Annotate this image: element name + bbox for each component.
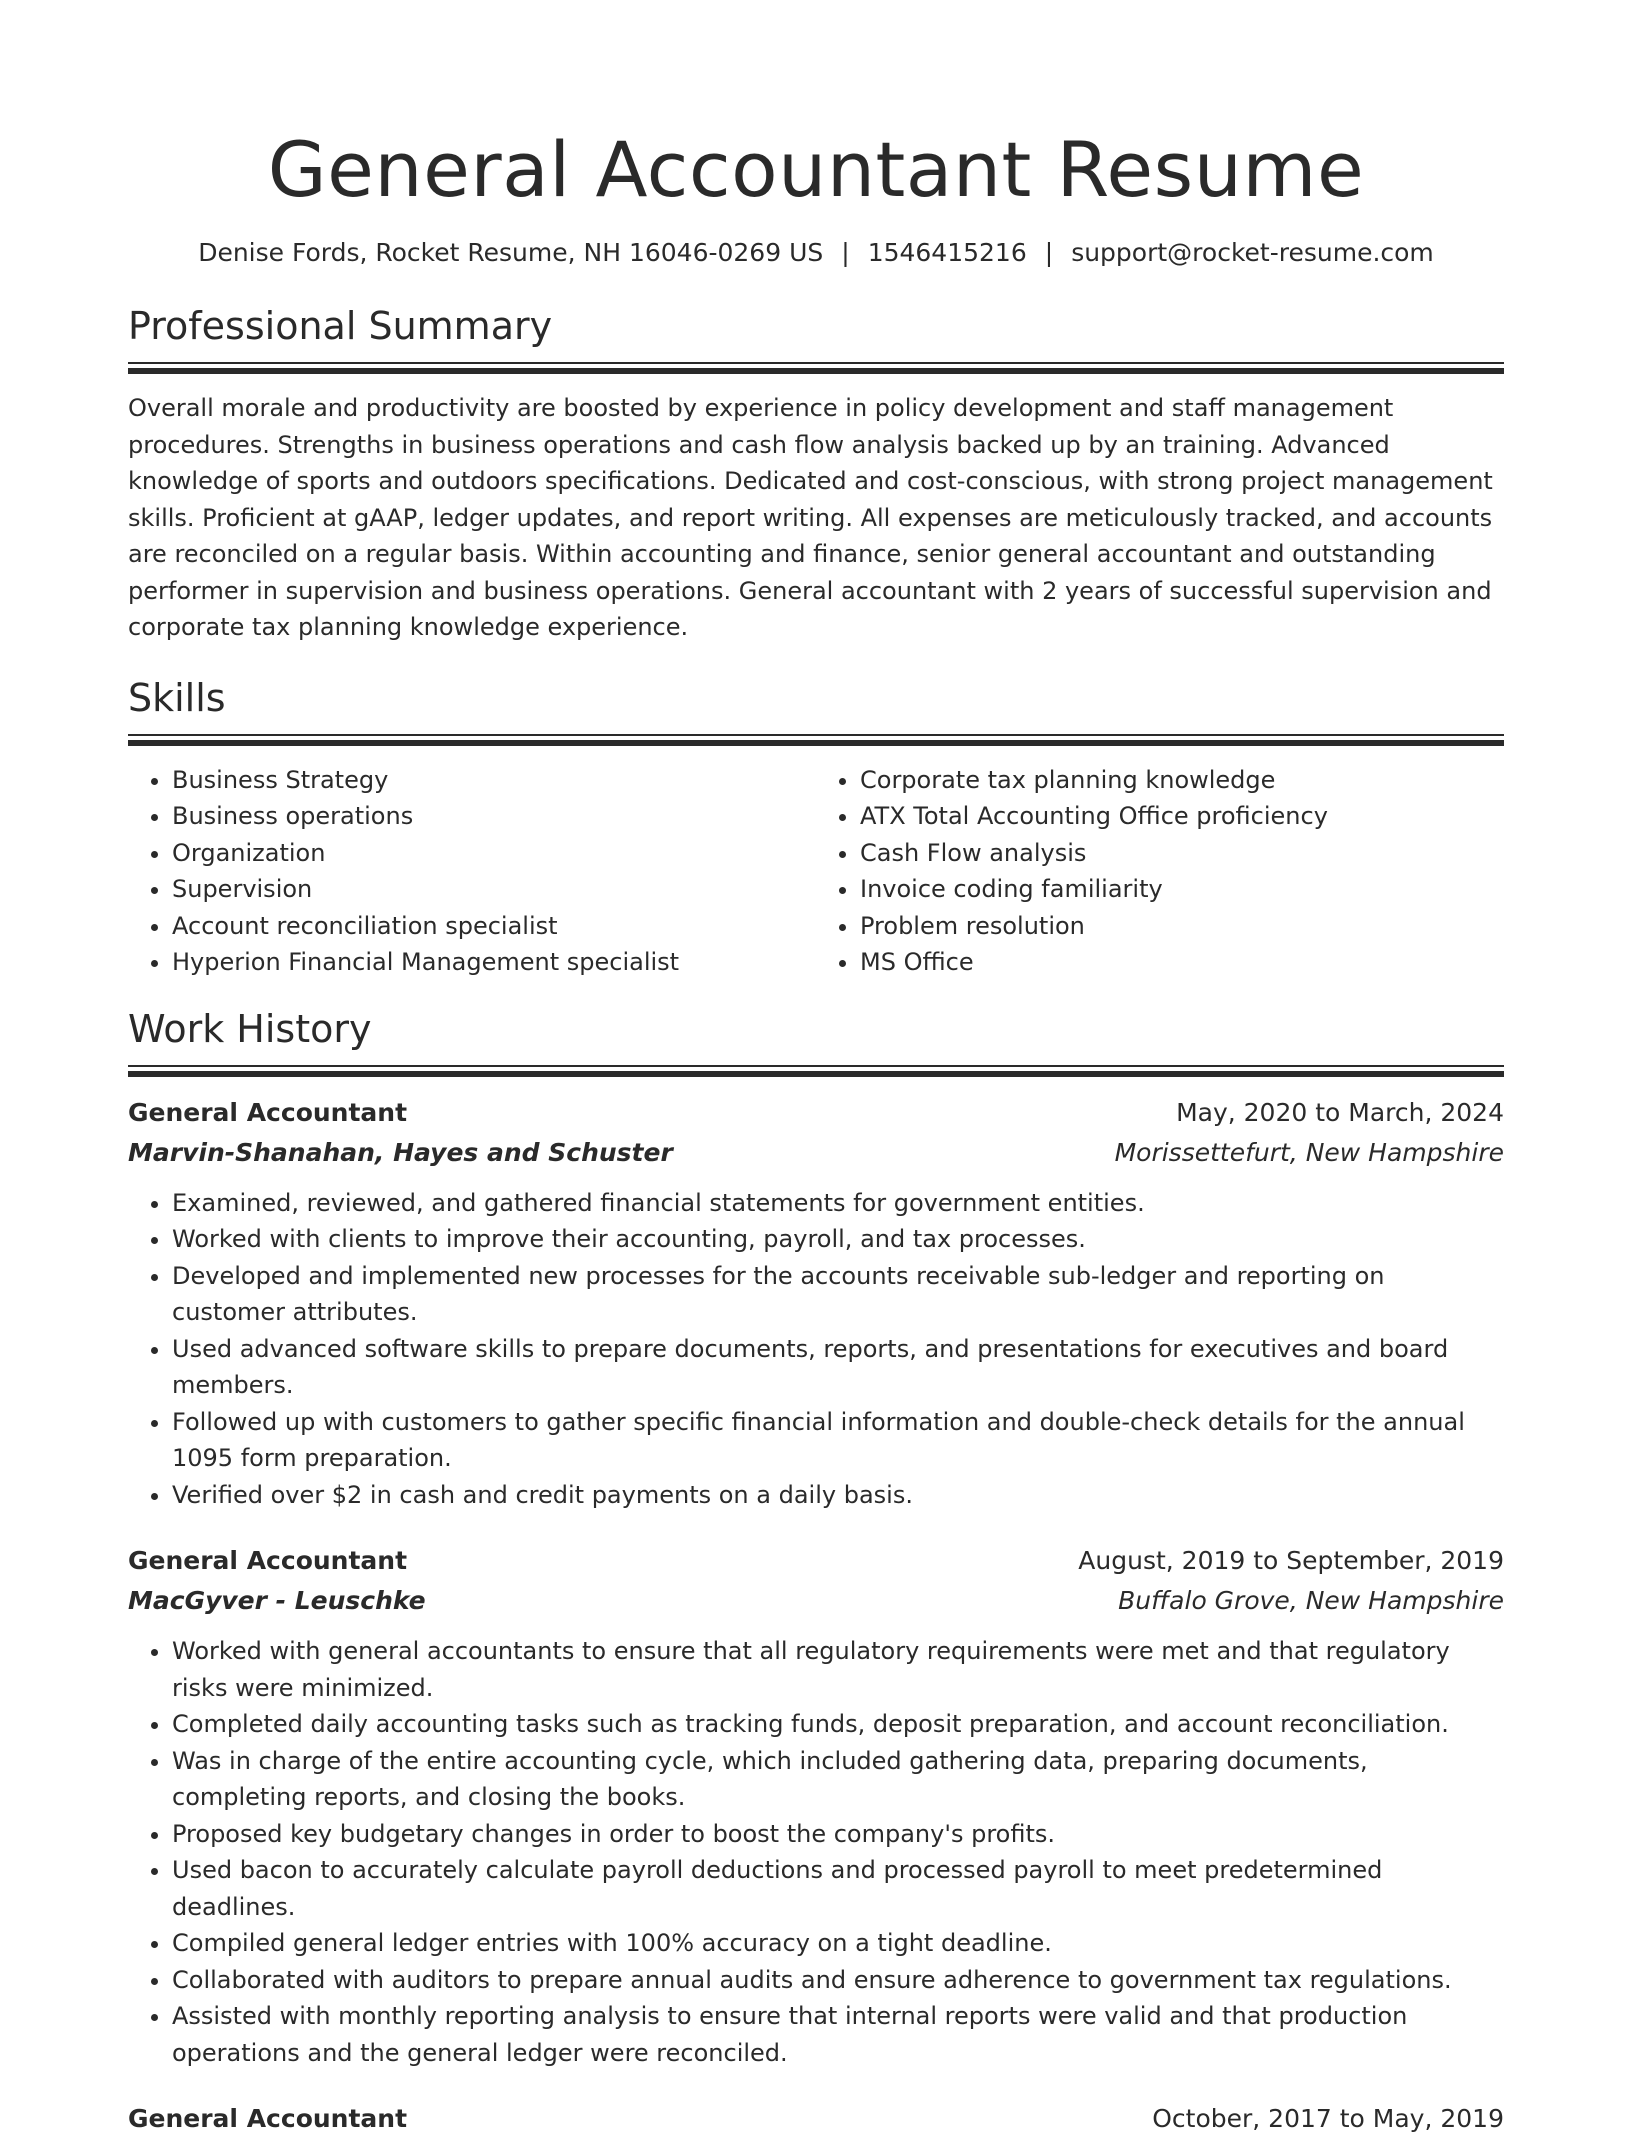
job-bullet: • Assisted with monthly reporting analysis to ensure that internal reports were valid and that production operations and the general ledger were reconciled. [172, 1998, 1504, 2071]
skills-left-list [128, 762, 816, 981]
contact-separator: | [823, 238, 867, 267]
job-bullet: • Collaborated with auditors to prepare annual audits and ensure adherence to government tax regulations. [172, 1962, 1504, 1999]
job-bullet: • Proposed key budgetary changes in order to boost the company's profits. [172, 1816, 1504, 1853]
job-bullet: • Worked with general accountants to ensure that all regulatory requirements were met and that regulatory risks were minimized. [172, 1633, 1504, 1706]
section-divider [128, 1065, 1504, 1077]
work-history-heading: Work History [128, 1003, 1504, 1055]
job-bullets [128, 1633, 1504, 2071]
job-bullet: • Worked with clients to improve their accounting, payroll, and tax processes. [172, 1221, 1504, 1258]
job-subheader [128, 1133, 1504, 1173]
contact-line [128, 236, 1504, 270]
job-bullet: • Compiled general ledger entries with 100% accuracy on a tight deadline. [172, 1925, 1504, 1962]
job-bullet: • Used bacon to accurately calculate payroll deductions and processed payroll to meet predetermined deadlines. [172, 1852, 1504, 1925]
job-company: MacGyver - Leuschke [128, 1581, 426, 1621]
job-bullet: • Used advanced software skills to prepare documents, reports, and presentations for executives and board members. [172, 1331, 1504, 1404]
job-bullet: • Was in charge of the entire accounting cycle, which included gathering data, preparing documents, completing reports, and closing the books. [172, 1743, 1504, 1816]
job-entry [128, 2099, 1504, 2139]
skill-item: • Business operations [172, 798, 816, 835]
resume-page [128, 0, 1504, 2139]
skill-item: • Business Strategy [172, 762, 816, 799]
section-divider [128, 734, 1504, 746]
job-dates: October, 2017 to May, 2019 [1152, 2099, 1504, 2139]
work-history-section [128, 1003, 1504, 2139]
job-entry [128, 1541, 1504, 2071]
summary-heading: Professional Summary [128, 300, 1504, 352]
job-title: General Accountant [128, 1541, 407, 1581]
job-location: Morissettefurt, New Hampshire [1115, 1133, 1504, 1173]
contact-phone: 1546415216 [868, 238, 1027, 267]
skill-item: • ATX Total Accounting Office proficiency [860, 798, 1504, 835]
job-bullet: • Examined, reviewed, and gathered financial statements for government entities. [172, 1185, 1504, 1222]
job-title: General Accountant [128, 2099, 407, 2139]
job-header [128, 2099, 1504, 2139]
skill-item: • Supervision [172, 871, 816, 908]
skill-item: • Account reconciliation specialist [172, 908, 816, 945]
skills-columns [128, 762, 1504, 981]
job-location: Buffalo Grove, New Hampshire [1118, 1581, 1504, 1621]
job-bullet: • Followed up with customers to gather specific financial information and double-check details for the annual 1095 form preparation. [172, 1404, 1504, 1477]
resume-title: General Accountant Resume [128, 120, 1504, 220]
job-bullet: • Developed and implemented new processes for the accounts receivable sub-ledger and reporting on customer attributes. [172, 1258, 1504, 1331]
job-bullet: • Completed daily accounting tasks such as tracking funds, deposit preparation, and account reconciliation. [172, 1706, 1504, 1743]
job-dates: May, 2020 to March, 2024 [1176, 1093, 1504, 1133]
skill-item: • Corporate tax planning knowledge [860, 762, 1504, 799]
skill-item: • Hyperion Financial Management specialist [172, 944, 816, 981]
skill-item: • Organization [172, 835, 816, 872]
section-divider [128, 362, 1504, 374]
job-title: General Accountant [128, 1093, 407, 1133]
skills-heading: Skills [128, 672, 1504, 724]
skill-item: • Cash Flow analysis [860, 835, 1504, 872]
job-entry [128, 1093, 1504, 1514]
contact-address: Denise Fords, Rocket Resume, NH 16046-0269 US [198, 238, 823, 267]
summary-text: Overall morale and productivity are boosted by experience in policy development and staff management procedures. Strengths in business operations and cash flow analysis backed up by an training. Advanced knowledge of sports and outdoors specifications. Dedicated and cost-conscious, with strong project management skills. Proficient at gAAP, ledger updates, and report writing. All expenses are meticulously tracked, and accounts are reconciled on a regular basis. Within accounting and finance, senior general accountant and outstanding performer in supervision and business operations. General accountant with 2 years of successful supervision and corporate tax planning knowledge experience. [128, 390, 1504, 646]
job-header [128, 1093, 1504, 1133]
skill-item: • Problem resolution [860, 908, 1504, 945]
contact-email[interactable]: support@rocket-resume.com [1071, 238, 1434, 267]
summary-section [128, 300, 1504, 646]
contact-separator: | [1027, 238, 1071, 267]
job-bullet: • Verified over $2 in cash and credit payments on a daily basis. [172, 1477, 1504, 1514]
job-dates: August, 2019 to September, 2019 [1078, 1541, 1504, 1581]
job-subheader [128, 1581, 1504, 1621]
job-bullets [128, 1185, 1504, 1514]
skill-item: • Invoice coding familiarity [860, 871, 1504, 908]
job-header [128, 1541, 1504, 1581]
job-company: Marvin-Shanahan, Hayes and Schuster [128, 1133, 673, 1173]
skills-right-list [816, 762, 1504, 981]
skill-item: • MS Office [860, 944, 1504, 981]
skills-section [128, 672, 1504, 981]
